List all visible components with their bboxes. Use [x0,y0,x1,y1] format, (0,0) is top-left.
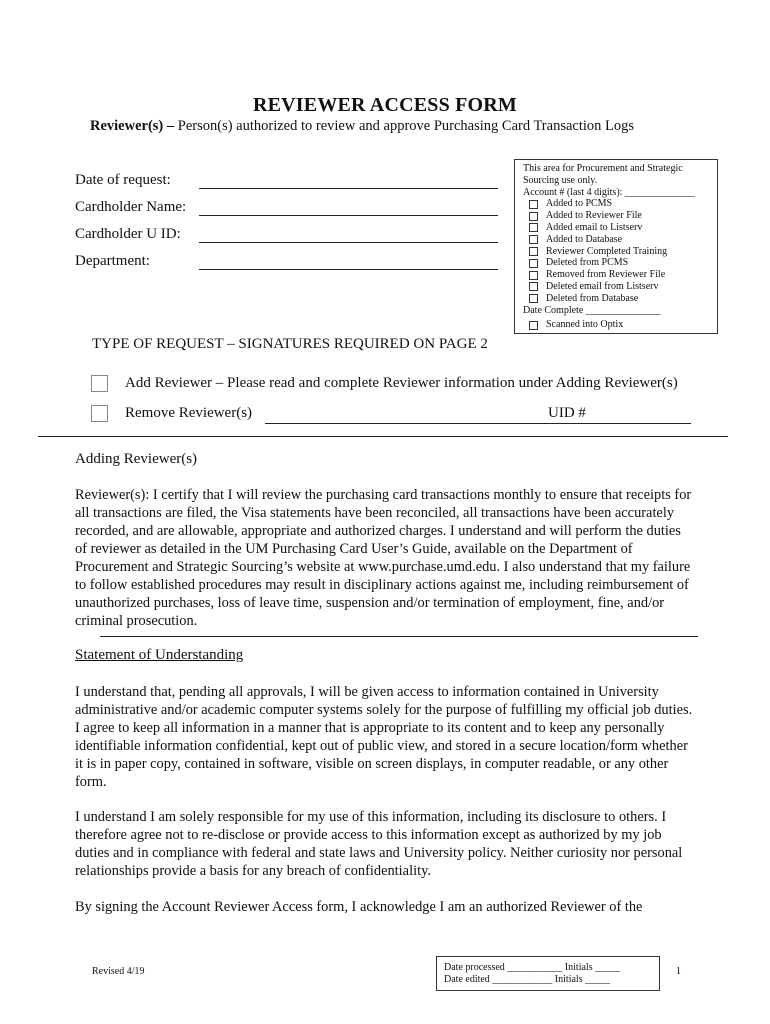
certification-paragraph: Reviewer(s): I certify that I will review the purchasing card transactions monthly to ensure that receipts for all transactions are filed, the Visa statements have been reconciled, all transactions have been accurately recorded, and are allowable, appropriate and authorized charges. I understand and will perform the duties of reviewer as detailed in the UM Purchasing Card User’s Guide, available on the Department of Procurement and Strategic Sourcing’s website at www.purchase.umd.edu. I also understand that my failure to follow established procedures may result in disciplinary actions against me, including reimbursement of unauthorized purchases, loss of leave time, suspension and/or termination of employment, fine, and/or criminal prosecution. [75,487,692,629]
uid-label: UID # [548,405,586,421]
checkbox-icon[interactable] [529,271,538,280]
remove-reviewer-label: Remove Reviewer(s) [125,405,253,421]
subtitle-bold: Reviewer(s) – [90,118,175,134]
admin-checklist-item[interactable]: Added to Reviewer File [523,210,717,222]
admin-checklist-item[interactable]: Deleted email from Listserv [523,281,717,293]
account-digits-line: Account # (last 4 digits): ______________ [523,186,695,198]
checkbox-icon[interactable] [529,235,538,244]
statement-heading: Statement of Understanding [75,647,244,663]
procurement-use-box [514,159,718,334]
checkbox-icon[interactable] [529,223,538,232]
checkbox-icon[interactable] [529,282,538,291]
admin-intro-line-1: This area for Procurement and Strategic [523,163,683,174]
checkbox-icon[interactable] [529,321,538,330]
remove-reviewer-checkbox[interactable] [91,405,108,422]
revision-note: Revised 4/19 [92,966,145,977]
subtitle-text: Person(s) authorized to review and approve Purchasing Card Transaction Logs [174,118,635,134]
page-number: 1 [676,966,681,977]
cardholder-name-field[interactable] [199,215,498,216]
statement-paragraph-2: I understand I am solely responsible for my use of this information, including its disclosure to others. I therefore agree not to re-disclose or provide access to this information except as authorized by my job duties and in compliance with federal and state laws and University policy. Neither curiosity nor personal relationships provide a basis for any breach of confidentiality. [75,809,683,879]
date-complete-line: Date Complete _______________ [523,304,661,316]
cardholder-uid-label: Cardholder U ID: [75,226,181,242]
cardholder-name-label: Cardholder Name: [75,199,187,215]
admin-checklist-item-scanned[interactable]: Scanned into Optix [523,319,717,331]
statement-paragraph-1: I understand that, pending all approvals, I will be given access to information contained in University administrative and/or academic computer systems solely for the purpose of fulfilling my official job duties. I agree to keep all information in a manner that is appropriate to its content and to keep any personally identifiable information confidential, kept out of public view, and stored in a secure location/form whether it is in paper copy, contained in software, visible on screen displays, in computer readable, or any other form. [75,684,693,790]
admin-checklist-item[interactable]: Added to PCMS [523,198,717,210]
checkbox-icon[interactable] [529,294,538,303]
adding-reviewer-heading: Adding Reviewer(s) [75,451,198,467]
cardholder-uid-field[interactable] [199,242,498,243]
section-divider [38,436,728,437]
certification-divider [100,636,698,637]
department-label: Department: [75,253,150,269]
form-title: REVIEWER ACCESS FORM [252,94,518,116]
admin-checklist-item[interactable]: Added to Database [523,234,717,246]
checkbox-icon[interactable] [529,247,538,256]
admin-checklist-item[interactable]: Deleted from PCMS [523,257,717,269]
date-processed-line: Date processed ___________ Initials _____ [444,962,621,973]
admin-intro-line-2: Sourcing use only. [523,174,598,186]
admin-checklist-item[interactable]: Removed from Reviewer File [523,269,717,281]
date-edited-line: Date edited ____________ Initials _____ [444,974,611,985]
request-type-heading: TYPE OF REQUEST – SIGNATURES REQUIRED ON PAGE 2 [92,336,488,352]
admin-checklist-item[interactable]: Reviewer Completed Training [523,246,717,258]
checkbox-icon[interactable] [529,200,538,209]
remove-reviewer-name-field[interactable] [265,423,691,424]
admin-checklist-item[interactable]: Added email to Listserv [523,222,717,234]
statement-paragraph-3: By signing the Account Reviewer Access form, I acknowledge I am an authorized Reviewer of the [75,899,643,915]
add-reviewer-checkbox[interactable] [91,375,108,392]
date-of-request-label: Date of request: [75,172,171,188]
admin-checklist-item[interactable]: Deleted from Database [523,293,717,305]
processing-box [436,956,660,991]
add-reviewer-label: Add Reviewer – Please read and complete Reviewer information under Adding Reviewer(s) [125,375,678,391]
date-of-request-field[interactable] [199,188,498,189]
form-subtitle [90,118,634,135]
checkbox-icon[interactable] [529,259,538,268]
checkbox-icon[interactable] [529,212,538,221]
department-field[interactable] [199,269,498,270]
